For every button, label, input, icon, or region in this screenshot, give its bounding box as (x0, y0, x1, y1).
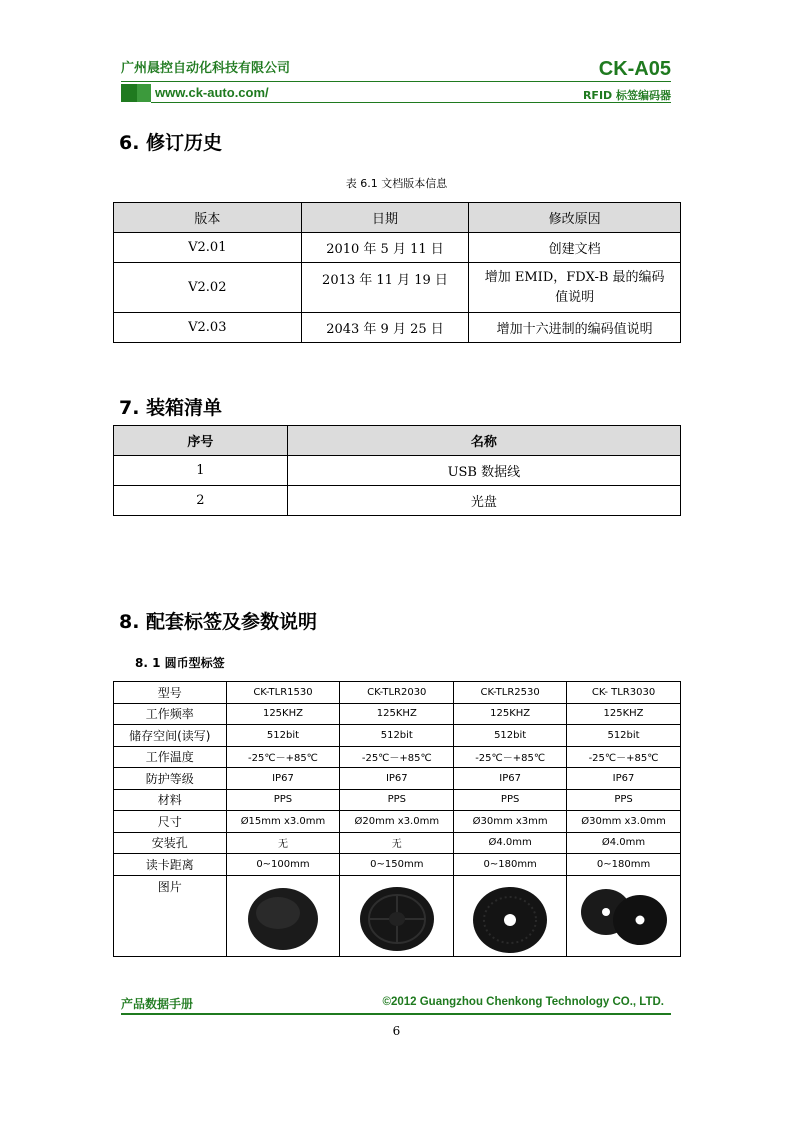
spec-value-cell: 0~150mm (340, 854, 454, 876)
version-cell: V2.03 (114, 313, 302, 343)
spec-value-cell: -25℃－+85℃ (226, 746, 340, 768)
spec-value-cell: 512bit (340, 725, 454, 747)
spec-value-cell: Ø30mm x3.0mm (567, 811, 681, 833)
index-cell: 1 (114, 456, 288, 486)
tag-photo-tlr1530 (246, 886, 320, 952)
spec-label-cell: 储存空间(读写) (114, 725, 227, 747)
table-6-1-caption: 表 6.1 文档版本信息 (345, 177, 448, 190)
spec-value-cell: -25℃－+85℃ (567, 746, 681, 768)
spec-value-cell: CK- TLR3030 (567, 682, 681, 704)
table-row (114, 682, 681, 704)
tag-image-cell (340, 875, 454, 956)
header-rule-bottom (151, 102, 671, 103)
packing-list-table (113, 425, 681, 516)
header-bar (121, 84, 671, 102)
logo-block-dark (121, 84, 137, 102)
spec-label-cell: 尺寸 (114, 811, 227, 833)
tag-image-cell (567, 875, 681, 956)
spec-value-cell: 125KHZ (567, 703, 681, 725)
table-row (114, 703, 681, 725)
name-cell: USB 数据线 (287, 456, 680, 486)
spec-value-cell: IP67 (567, 768, 681, 790)
spec-value-cell: Ø20mm x3.0mm (340, 811, 454, 833)
spec-value-cell: 无 (340, 832, 454, 854)
revision-history-table (113, 202, 681, 343)
tag-photo-tlr2030 (358, 886, 436, 952)
tag-photo-tlr2530 (471, 886, 549, 954)
table-row (114, 456, 681, 486)
company-name: 广州晨控自动化科技有限公司 (121, 61, 291, 76)
spec-value-cell: CK-TLR1530 (226, 682, 340, 704)
table-header-row (114, 203, 681, 233)
table-row (114, 854, 681, 876)
spec-value-cell: 0~100mm (226, 854, 340, 876)
spec-value-cell: 0~180mm (454, 854, 567, 876)
spec-value-cell: -25℃－+85℃ (340, 746, 454, 768)
spec-value-cell: CK-TLR2030 (340, 682, 454, 704)
spec-value-cell: 0~180mm (567, 854, 681, 876)
spec-value-cell: -25℃－+85℃ (454, 746, 567, 768)
col-date: 日期 (301, 203, 469, 233)
reason-cell: 创建文档 (469, 233, 681, 263)
spec-value-cell: 512bit (567, 725, 681, 747)
header-rule (121, 81, 671, 82)
section-8-1-title: 8. 1 圆币型标签 (135, 656, 225, 670)
date-cell: 2013 年 11 月 19 日 (301, 263, 469, 313)
spec-label-cell: 工作温度 (114, 746, 227, 768)
col-name: 名称 (287, 426, 680, 456)
section-8-title: 8. 配套标签及参数说明 (119, 611, 318, 633)
spec-label-cell: 工作频率 (114, 703, 227, 725)
section-6-title: 6. 修订历史 (119, 132, 223, 154)
spec-label-cell: 读卡距离 (114, 854, 227, 876)
spec-value-cell: PPS (454, 789, 567, 811)
spec-label-cell: 型号 (114, 682, 227, 704)
table-row (114, 233, 681, 263)
spec-value-cell: Ø4.0mm (454, 832, 567, 854)
footer-doc-type: 产品数据手册 (121, 997, 194, 1011)
version-cell: V2.01 (114, 233, 302, 263)
spec-value-cell: IP67 (454, 768, 567, 790)
name-cell: 光盘 (287, 486, 680, 516)
table-row (114, 725, 681, 747)
tag-photo-tlr3030 (578, 886, 670, 946)
col-reason: 修改原因 (469, 203, 681, 233)
table-row (114, 768, 681, 790)
image-label: 图片 (114, 875, 227, 956)
spec-value-cell: Ø15mm x3.0mm (226, 811, 340, 833)
table-row (114, 811, 681, 833)
spec-value-cell: 512bit (454, 725, 567, 747)
spec-value-cell: 125KHZ (340, 703, 454, 725)
spec-value-cell: 125KHZ (226, 703, 340, 725)
reason-cell: 增加十六进制的编码值说明 (469, 313, 681, 343)
spec-value-cell: 125KHZ (454, 703, 567, 725)
spec-value-cell: PPS (567, 789, 681, 811)
product-model: CK-A05 (598, 58, 671, 80)
col-index: 序号 (114, 426, 288, 456)
spec-label-cell: 材料 (114, 789, 227, 811)
spec-value-cell: IP67 (340, 768, 454, 790)
spec-label-cell: 安装孔 (114, 832, 227, 854)
spec-value-cell: 无 (226, 832, 340, 854)
table-row (114, 486, 681, 516)
website-url[interactable]: www.ck-auto.com/ (155, 85, 269, 100)
logo-block-light (137, 84, 151, 102)
image-row (114, 875, 681, 956)
table-row (114, 832, 681, 854)
table-row (114, 313, 681, 343)
page-number: 6 (392, 1024, 401, 1038)
index-cell: 2 (114, 486, 288, 516)
footer-copyright: ©2012 Guangzhou Chenkong Technology CO., LTD. (382, 996, 664, 1008)
coin-tag-spec-table (113, 681, 681, 957)
date-cell: 2043 年 9 月 25 日 (301, 313, 469, 343)
col-version: 版本 (114, 203, 302, 233)
product-subtitle: RFID 标签编码器 (582, 89, 671, 102)
version-cell: V2.02 (114, 263, 302, 313)
spec-value-cell: PPS (226, 789, 340, 811)
reason-cell: 增加 EMID，FDX-B 最的编码值说明 (469, 263, 681, 313)
spec-value-cell: IP67 (226, 768, 340, 790)
footer-rule (121, 1013, 671, 1015)
tag-image-cell (454, 875, 567, 956)
spec-label-cell: 防护等级 (114, 768, 227, 790)
table-header-row (114, 426, 681, 456)
spec-value-cell: CK-TLR2530 (454, 682, 567, 704)
section-7-title: 7. 装箱清单 (119, 397, 223, 419)
spec-value-cell: Ø30mm x3mm (454, 811, 567, 833)
spec-value-cell: 512bit (226, 725, 340, 747)
table-row (114, 746, 681, 768)
spec-value-cell: PPS (340, 789, 454, 811)
table-row (114, 789, 681, 811)
tag-image-cell (226, 875, 340, 956)
date-cell: 2010 年 5 月 11 日 (301, 233, 469, 263)
table-row (114, 263, 681, 313)
spec-value-cell: Ø4.0mm (567, 832, 681, 854)
